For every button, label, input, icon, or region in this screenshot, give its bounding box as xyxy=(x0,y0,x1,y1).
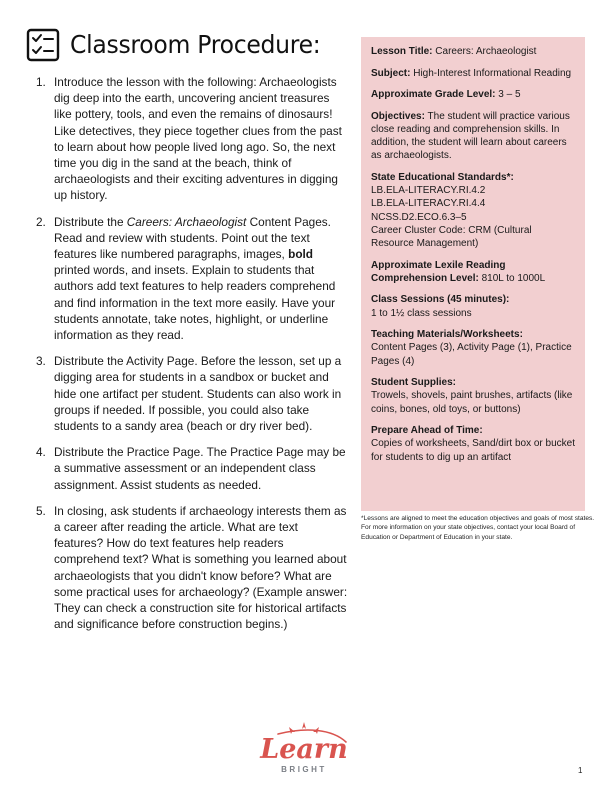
learn-bright-logo xyxy=(244,720,364,778)
step-text: Distribute the Practice Page. The Practice Page may be a summative assessment or an independent class assignment. Assist students as needed. xyxy=(54,445,346,492)
step-number: 4. xyxy=(36,445,46,460)
page-number: 1 xyxy=(578,766,583,775)
procedure-step xyxy=(36,214,348,344)
logo-subtitle: BRIGHT xyxy=(281,765,327,774)
checklist-icon xyxy=(26,28,60,62)
procedure-list xyxy=(36,74,348,643)
bold-word: bold xyxy=(288,247,314,262)
standard-item: NCSS.D2.ECO.6.3–5 xyxy=(371,211,467,223)
standards-footnote: *Lessons are aligned to meet the education objectives and goals of most states. For more information on your state objectives, contact your local Board of Education or Department of Education in your state. xyxy=(361,515,595,541)
procedure-step xyxy=(36,353,348,434)
step-text: Distribute the Activity Page. Before the lesson, set up a digging area for students in a sandbox or bucket and hide one artifact per student. Students can also work in groups if needed. If possible, you could also take students to a sandy area (beach or dry river bed). xyxy=(54,354,342,434)
class-sessions-row: Class Sessions (45 minutes): 1 to 1½ class sessions xyxy=(371,294,510,319)
procedure-step xyxy=(36,74,348,204)
emphasized-title: Careers: Archaeologist xyxy=(126,214,247,229)
prepare-row: Prepare Ahead of Time: Copies of worksheets, Sand/dirt box or bucket for students to dig up an artifact xyxy=(371,425,575,463)
materials-row: Teaching Materials/Worksheets: Content Pages (3), Activity Page (1), Practice Pages (4) xyxy=(371,329,572,367)
logo-burst-icon xyxy=(289,722,319,734)
logo-wordmark: Learn xyxy=(260,734,348,765)
step-number: 2. xyxy=(36,214,46,229)
step-number: 1. xyxy=(36,75,46,89)
standard-item: LB.ELA-LITERACY.RI.4.2 xyxy=(371,185,486,197)
step-text: Introduce the lesson with the following: Archaeologists dig deep into the earth, uncovering ancient treasures like pottery, tools, and even the remains of dinosaurs! Like detectives, they piece together clues from the past to learn about how people lived long ago. So, the next time you dig in the sand at the beach, think of archaeologists and their exciting adventures in digging up history. xyxy=(54,75,342,203)
lexile-row: Approximate Lexile Reading Comprehension Level: 810L to 1000L xyxy=(371,259,546,284)
lesson-title-row: Lesson Title: Careers: Archaeologist xyxy=(371,46,537,57)
grade-level-row: Approximate Grade Level: 3 – 5 xyxy=(371,89,521,101)
supplies-row: Student Supplies: Trowels, shovels, paint brushes, artifacts (like coins, bones, old toys, or buttons) xyxy=(371,377,573,415)
lesson-info-panel xyxy=(361,37,585,511)
standards-row: State Educational Standards*: LB.ELA-LITERACY.RI.4.2 LB.ELA-LITERACY.RI.4.4 NCSS.D2.ECO.6.3–5 Career Cluster Code: CRM (Cultural Resource Management) xyxy=(371,171,575,250)
procedure-step xyxy=(36,444,348,493)
step-text: Distribute the Careers: Archaeologist Content Pages. Read and review with students. Point out the text features like numbered paragraphs, images, bold printed words, and insets. Explain to students that authors add text features to help readers comprehend and find information in the text more easily. Have your students annotate, take notes, highlight, or underline information as they read. xyxy=(54,214,336,343)
subject-row: Subject: High-Interest Informational Reading xyxy=(371,67,572,79)
page-title: Classroom Procedure: xyxy=(70,30,321,59)
objectives-row: Objectives: The student will practice various close reading and comprehension skills. In addition, the student will learn about careers as archaeologists. xyxy=(371,110,570,162)
step-number: 5. xyxy=(36,503,46,518)
standard-item: Career Cluster Code: CRM (Cultural Resource Management) xyxy=(371,224,532,249)
procedure-step xyxy=(36,503,348,633)
step-text: In closing, ask students if archaeology interests them as a career after reading the article. What are text features? How do text features help readers comprehend text? What is something you learned about archaeologists that you didn't know before? What are some practical uses for archaeology? (Example answer: They can check a construction site for historical artifacts and significance before construction begins.) xyxy=(54,503,348,632)
step-number: 3. xyxy=(36,354,46,369)
standard-item: LB.ELA-LITERACY.RI.4.4 xyxy=(371,198,486,210)
